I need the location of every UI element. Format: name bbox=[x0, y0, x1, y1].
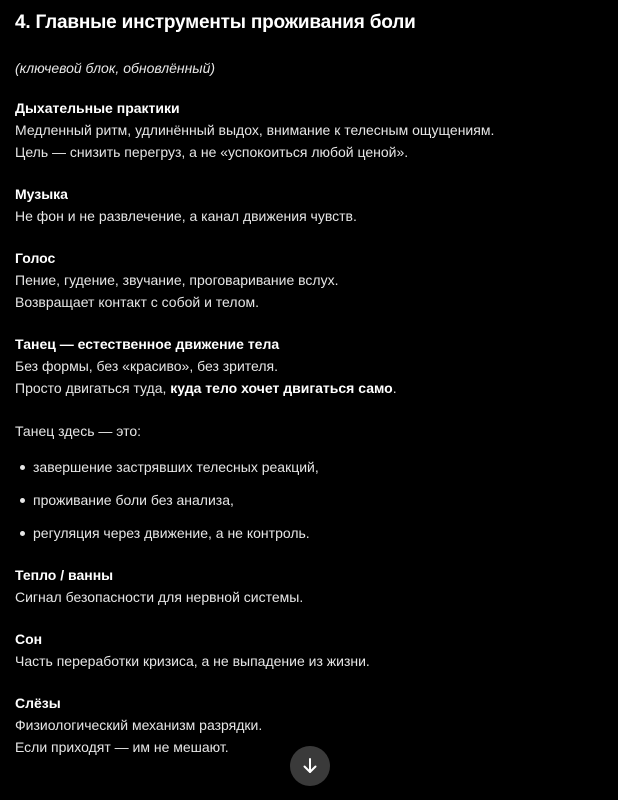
tears-line-2: Если приходят — им не мешают. bbox=[15, 739, 229, 755]
bullet-dot-icon bbox=[20, 465, 25, 470]
block-music bbox=[15, 184, 606, 227]
dance-heading: Танец — естественное движение тела bbox=[15, 336, 280, 352]
voice-line-1: Пение, гудение, звучание, проговаривание вслух. bbox=[15, 272, 339, 288]
block-sleep bbox=[15, 629, 606, 672]
breathing-line-1: Медленный ритм, удлинённый выдох, внимание к телесным ощущениям. bbox=[15, 122, 495, 138]
dance-bullet-list bbox=[15, 456, 606, 544]
list-item bbox=[15, 456, 606, 478]
sleep-line-1: Часть переработки кризиса, а не выпадение из жизни. bbox=[15, 653, 370, 669]
block-breathing bbox=[15, 98, 606, 163]
section-subtitle: (ключевой блок, обновлённый) bbox=[15, 60, 216, 76]
music-line-1: Не фон и не развлечение, а канал движения чувств. bbox=[15, 208, 357, 224]
message-content bbox=[15, 10, 606, 758]
breathing-line-2: Цель — снизить перегруз, а не «успокоиться любой ценой». bbox=[15, 144, 409, 160]
block-dance bbox=[15, 334, 606, 544]
dance-line-2-emphasis: куда тело хочет двигаться само bbox=[170, 380, 393, 396]
bullet-text: завершение застрявших телесных реакций, bbox=[33, 459, 319, 475]
music-heading: Музыка bbox=[15, 186, 68, 202]
dance-intro: Танец здесь — это: bbox=[15, 423, 142, 439]
dance-line-1: Без формы, без «красиво», без зрителя. bbox=[15, 358, 279, 374]
scroll-to-bottom-button[interactable] bbox=[290, 746, 330, 786]
section-title: 4. Главные инструменты проживания боли bbox=[15, 12, 416, 33]
warmth-line-1: Сигнал безопасности для нервной системы. bbox=[15, 589, 304, 605]
breathing-heading: Дыхательные практики bbox=[15, 100, 180, 116]
bullet-text: регуляция через движение, а не контроль. bbox=[33, 525, 310, 541]
block-voice bbox=[15, 248, 606, 313]
bullet-dot-icon bbox=[20, 531, 25, 536]
tears-line-1: Физиологический механизм разрядки. bbox=[15, 717, 263, 733]
bullet-dot-icon bbox=[20, 498, 25, 503]
warmth-heading: Тепло / ванны bbox=[15, 567, 114, 583]
dance-line-2-prefix: Просто двигаться туда, bbox=[15, 380, 171, 396]
arrow-down-icon bbox=[300, 756, 320, 776]
block-warmth bbox=[15, 565, 606, 608]
tears-heading: Слёзы bbox=[15, 695, 61, 711]
voice-line-2: Возвращает контакт с собой и телом. bbox=[15, 294, 260, 310]
dance-line-2 bbox=[15, 377, 606, 399]
voice-heading: Голос bbox=[15, 250, 56, 266]
bullet-text: проживание боли без анализа, bbox=[33, 492, 234, 508]
list-item bbox=[15, 522, 606, 544]
sleep-heading: Сон bbox=[15, 631, 43, 647]
list-item bbox=[15, 489, 606, 511]
dance-line-2-suffix: . bbox=[392, 380, 397, 396]
